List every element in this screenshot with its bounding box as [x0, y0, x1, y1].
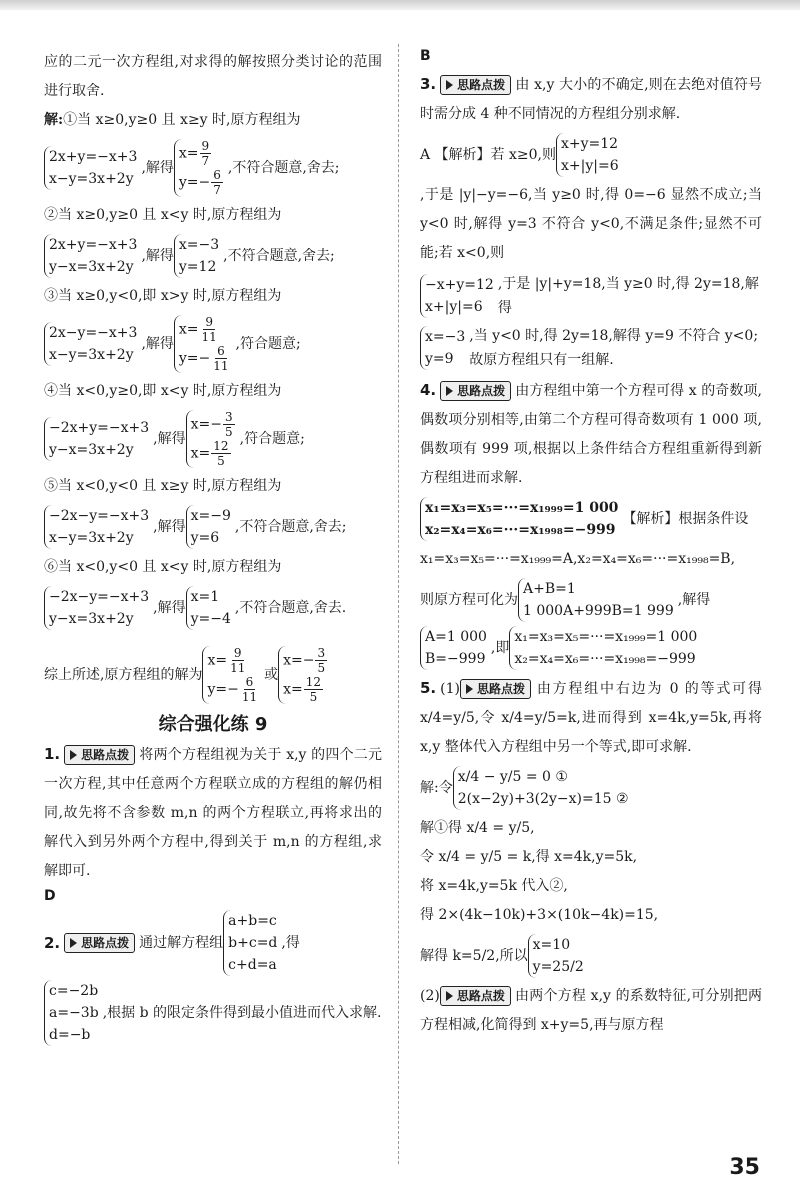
hint-badge: 思路点拨 [440, 986, 511, 1006]
question-1: 1. 思路点拨 将两个方程组视为关于 x,y 的四个二元一次方程,其中任意两个方程联立成的方程组的解仍相同,故先将不含参数 m,n 的两个方程联立,再将求出的解代入到另外两个方程中,得到关于 m,n 的方程组,求解即可. [44, 745, 382, 879]
question-2: 2. 思路点拨 通过解方程组 a+b=c b+c=d c+d=a ,得 [44, 910, 382, 976]
play-icon [466, 684, 473, 694]
q4-analysis-3: A=1 000 B=−999 ,即 x₁=x₃=x₅=···=x₁₉₉₉=1 000 x₂=x₄=x₆=···=x₁₉₉₈=−999 [420, 626, 762, 670]
system-case-1: 2x+y=−x+3 x−y=3x+2y ,解得 x= $\frac{9}{7}$ y=− $\frac{6}{7}$ ,不符合题意,舍去; [44, 139, 382, 197]
case-6: ⑥当 x<0,y<0 且 x<y 时,原方程组为 [44, 559, 282, 575]
hint-badge: 思路点拨 [64, 933, 135, 953]
q3-analysis-2: ,于是 |y|−y=−6,当 y≥0 时,得 0=−6 显然不成立;当 y<0 时,解得 y=3 不符合 y<0,不满足条件;显然不可能;若 x<0,则 [420, 187, 762, 261]
case-3: ③当 x≥0,y<0,即 x>y 时,原方程组为 [44, 288, 282, 304]
case-1: 解:①当 x≥0,y≥0 且 x≥y 时,原方程组为 [44, 112, 301, 128]
play-icon [446, 386, 453, 396]
q5-step-4: 得 2×(4k−10k)+3×(10k−4k)=15, [420, 907, 659, 923]
system-case-5: −2x−y=−x+3 x−y=3x+2y ,解得 x=−9 y=6 ,不符合题意,舍去; [44, 505, 382, 549]
left-column [44, 48, 382, 1050]
play-icon [70, 938, 77, 948]
system-case-3: 2x−y=−x+3 x−y=3x+2y ,解得 x= $\frac{9}{11}$ y=− $\frac{6}{11}$ ,符合题意; [44, 315, 382, 373]
question-3: 3. 思路点拨 由 x,y 大小的不确定,则在去绝对值符号时需分成 4 种不同情况的方程组分别求解. [420, 75, 762, 122]
q5-step-3: 将 x=4k,y=5k 代入②, [420, 878, 568, 894]
right-column [420, 48, 762, 1040]
system-case-6: −2x−y=−x+3 y−x=3x+2y ,解得 x=1 y=−4 ,不符合题意,舍去. [44, 586, 382, 630]
question-5-part-2: (2) 思路点拨 由两个方程 x,y 的系数特征,可分别把两方程相减,化简得到 x+y=5,再与原方程 [420, 988, 762, 1033]
answer-2: B [420, 48, 431, 64]
question-2-result: c=−2b a=−3b d=−b ,根据 b 的限定条件得到最小值进而代入求解. [44, 980, 382, 1046]
answer-1: D [44, 888, 56, 904]
system-case-4: −2x+y=−x+3 y−x=3x+2y ,解得 x=− $\frac{3}{5}$ x= $\frac{12}{5}$ ,符合题意; [44, 410, 382, 468]
q5-step-2: 令 x/4 = y/5 = k,得 x=4k,y=5k, [420, 849, 638, 865]
q3-analysis-4: x=−3 y=9 ,当 y<0 时,得 2y=18,解得 y=9 不符合 y<0;故原方程组只有一组解. [420, 324, 762, 372]
scan-edge [0, 0, 800, 10]
hint-badge: 思路点拨 [440, 75, 511, 95]
page-number: 35 [729, 1155, 760, 1180]
solution-label: 解: [44, 112, 64, 128]
question-5: 5. (1) 思路点拨 由方程组中右边为 0 的等式可得 x/4=y/5,令 x/4=y/5=k,进而得到 x=4k,y=5k,再将 x,y 整体代入方程组中另一个等式,即可求解. [420, 679, 762, 755]
question-4: 4. 思路点拨 由方程组中第一个方程可得 x 的奇数项,偶数项分别相等,由第二个方程可得奇数项有 1 000 项,偶数项有 999 项,根据以上条件结合方程组重新得到新方程组进而求解. [420, 381, 762, 486]
hint-badge: 思路点拨 [440, 381, 511, 401]
q5-result: 解得 k=5/2,所以 x=10 y=25/2 [420, 934, 762, 978]
q3-analysis-3: −x+y=12 x+|y|=6 ,于是 |y|+y=18,当 y≥0 时,得 2y=18,解得 [420, 272, 762, 320]
case-5: ⑤当 x<0,y<0 且 x≥y 时,原方程组为 [44, 478, 282, 494]
play-icon [446, 80, 453, 90]
case-2: ②当 x≥0,y≥0 且 x<y 时,原方程组为 [44, 207, 282, 223]
conclusion: 综上所述,原方程组的解为 x= $\frac{9}{11}$ y=− $\frac{6}{11}$ 或 x=− $\frac{3}{5}$ x= $\frac{12}{5}$ [44, 646, 382, 704]
q5-system: 解:令 x/4 − y/5 = 0 ① 2(x−2y)+3(2y−x)=15 ② [420, 766, 762, 810]
q3-analysis-1: A 【解析】若 x≥0,则 x+y=12 x+|y|=6 [420, 133, 762, 177]
q4-analysis-1: x₁=x₃=x₅=···=x₁₉₉₉=A,x₂=x₄=x₆=···=x₁₉₉₈=B, [420, 551, 736, 567]
q4-analysis-2: 则原方程可化为 A+B=1 1 000A+999B=1 999 ,解得 [420, 578, 762, 622]
intro-text: 应的二元一次方程组,对求得的解按照分类讨论的范围进行取舍. [44, 54, 382, 99]
hint-badge: 思路点拨 [64, 745, 135, 765]
q5-step-1: 解①得 x/4 = y/5, [420, 820, 535, 836]
hint-badge: 思路点拨 [460, 679, 531, 699]
play-icon [446, 991, 453, 1001]
q4-answer: x₁=x₃=x₅=···=x₁₉₉₉=1 000 x₂=x₄=x₆=···=x₁₉₉₈=−999 【解析】根据条件设 [420, 497, 762, 541]
section-title: 综合强化练 9 [158, 714, 268, 735]
play-icon [70, 750, 77, 760]
case-4: ④当 x<0,y≥0,即 x<y 时,原方程组为 [44, 383, 282, 399]
system-case-2: 2x+y=−x+3 y−x=3x+2y ,解得 x=−3 y=12 ,不符合题意,舍去; [44, 234, 382, 278]
column-divider [398, 44, 399, 1164]
